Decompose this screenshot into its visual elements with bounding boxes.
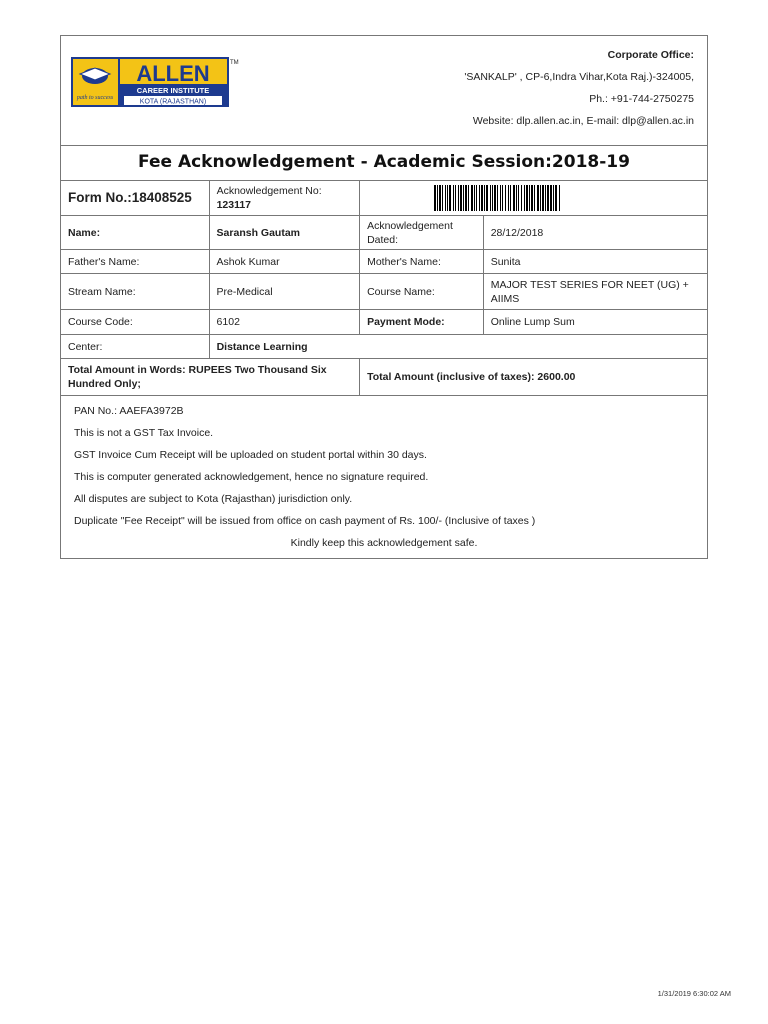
barcode-bar (521, 185, 522, 211)
barcode-bar (465, 185, 467, 211)
barcode-bar (439, 185, 441, 211)
note-duplicate-receipt: Duplicate "Fee Receipt" will be issued from office on cash payment of Rs. 100/- (Inclusive of taxes ) (74, 515, 536, 527)
barcode-bar (447, 185, 448, 211)
barcode-bar (445, 185, 446, 211)
barcode-bar (537, 185, 539, 211)
barcode-bar (553, 185, 554, 211)
allen-logo (71, 57, 239, 109)
barcode-bar (500, 185, 501, 211)
page-title: Fee Acknowledgement - Academic Session:2018-19 (61, 146, 707, 181)
logo-line2: KOTA (RAJASTHAN) (139, 98, 207, 106)
barcode-bar (545, 185, 546, 211)
note-computer-generated: This is computer generated acknowledgement, hence no signature required. (74, 471, 429, 483)
logo-line1: CAREER INSTITUTE (136, 86, 210, 95)
fee-acknowledgement-document (60, 35, 708, 559)
barcode-bar (468, 185, 469, 211)
stream-label: Stream Name: (61, 274, 210, 309)
total-words: Total Amount in Words: RUPEES Two Thousand Six Hundred Only; (61, 359, 360, 395)
father-value: Ashok Kumar (210, 250, 361, 273)
mother-label: Mother's Name: (360, 250, 484, 273)
closing-note: Kindly keep this acknowledgement safe. (290, 537, 478, 549)
stream-value: Pre-Medical (210, 274, 361, 309)
barcode-bar (529, 185, 530, 211)
center-value: Distance Learning (216, 340, 308, 353)
course-label: Course Name: (360, 274, 484, 309)
barcode-bar (442, 185, 443, 211)
ack-dated-value: 28/12/2018 (490, 226, 544, 239)
barcode-bar (542, 185, 544, 211)
mother-value: Sunita (490, 255, 521, 268)
barcode-bar (492, 185, 493, 211)
barcode-cell (360, 181, 707, 215)
barcode-bar (449, 185, 451, 211)
barcode-bar (550, 185, 552, 211)
barcode-bar (559, 185, 560, 211)
corporate-office (464, 44, 694, 132)
barcode-bar (481, 185, 483, 211)
barcode-bar (458, 185, 459, 211)
barcode-bar (494, 185, 496, 211)
barcode-bar (434, 185, 436, 211)
office-title: Corporate Office: (607, 49, 694, 61)
ack-no-cell (210, 181, 361, 215)
barcode-bar (437, 185, 438, 211)
barcode-bar (484, 185, 485, 211)
barcode-bar (540, 185, 541, 211)
barcode-bar (479, 185, 480, 211)
ack-no-label: Acknowledgement No: (216, 185, 322, 197)
course-value: MAJOR TEST SERIES FOR NEET (UG) + AIIMS (490, 278, 689, 305)
father-label: Father's Name: (61, 250, 210, 273)
office-web: Website: dlp.allen.ac.in, E-mail: dlp@allen.ac.in (472, 115, 694, 127)
document-header (61, 36, 707, 146)
office-address: 'SANKALP' , CP-6,Indra Vihar,Kota Raj.)-324005, (464, 71, 694, 83)
logo-trademark: TM (230, 60, 239, 66)
barcode-bar (502, 185, 503, 211)
center-row (61, 335, 707, 359)
note-gst-upload: GST Invoice Cum Receipt will be uploaded on student portal within 30 days. (74, 449, 427, 461)
form-number: Form No.:18408525 (61, 181, 210, 215)
center-label: Center: (61, 335, 210, 358)
stream-row (61, 274, 707, 310)
barcode (434, 185, 634, 211)
payment-label: Payment Mode: (360, 310, 484, 334)
logo-brand: ALLEN (136, 61, 210, 86)
name-value: Saransh Gautam (210, 216, 361, 249)
payment-value: Online Lump Sum (490, 316, 575, 328)
notes-section (61, 396, 707, 558)
note-jurisdiction: All disputes are subject to Kota (Rajasthan) jurisdiction only. (74, 493, 353, 505)
name-label: Name: (61, 216, 210, 249)
barcode-bar (460, 185, 462, 211)
barcode-bar (516, 185, 517, 211)
barcode-bar (526, 185, 528, 211)
barcode-bar (486, 185, 488, 211)
barcode-bar (524, 185, 525, 211)
office-phone: Ph.: +91-744-2750275 (589, 93, 694, 105)
barcode-bar (476, 185, 477, 211)
code-value: 6102 (210, 310, 361, 334)
barcode-bar (471, 185, 473, 211)
barcode-bar (453, 185, 454, 211)
barcode-bar (534, 185, 535, 211)
parents-row (61, 250, 707, 274)
code-label: Course Code: (61, 310, 210, 334)
barcode-bar (513, 185, 515, 211)
name-row (61, 216, 707, 250)
print-timestamp: 1/31/2019 6:30:02 AM (657, 989, 731, 998)
barcode-bar (474, 185, 475, 211)
ack-no-value: 123117 (216, 199, 252, 211)
note-pan: PAN No.: AAEFA3972B (74, 405, 184, 417)
barcode-bar (510, 185, 511, 211)
total-row (61, 359, 707, 396)
barcode-bar (531, 185, 533, 211)
barcode-bar (490, 185, 491, 211)
barcode-bar (555, 185, 557, 211)
barcode-bar (505, 185, 506, 211)
note-gst: This is not a GST Tax Invoice. (74, 427, 214, 439)
total-amount: Total Amount (inclusive of taxes): 2600.00 (367, 371, 576, 383)
barcode-bar (518, 185, 519, 211)
barcode-bar (547, 185, 549, 211)
ack-dated-label: Acknowledgement Dated: (360, 216, 484, 249)
barcode-bar (508, 185, 509, 211)
code-row (61, 310, 707, 335)
barcode-bar (455, 185, 456, 211)
barcode-bar (497, 185, 498, 211)
barcode-bar (463, 185, 464, 211)
form-row (61, 181, 707, 216)
logo-tagline: path to success (76, 95, 114, 101)
